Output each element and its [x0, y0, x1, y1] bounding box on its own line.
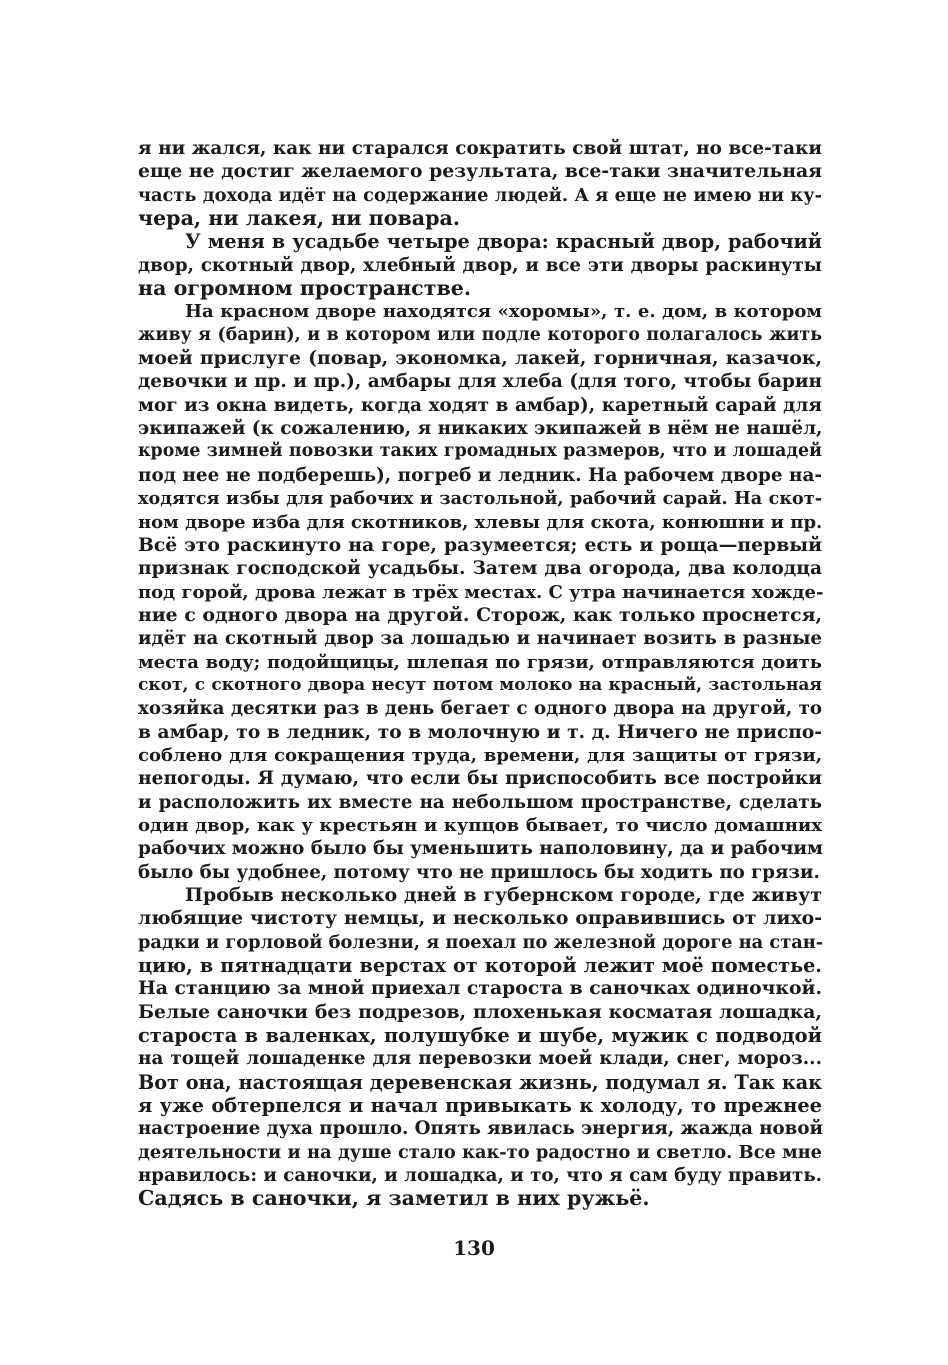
text-line: соблено для сокращения труда, времени, для защиты от грязи, — [138, 744, 822, 766]
body-text — [138, 137, 822, 1211]
text-line: староста в валенках, полушубке и шубе, мужик с подводой — [138, 1024, 822, 1048]
text-line: ном дворе изба для скотников, хлевы для скота, конюшни и пр. — [138, 511, 823, 533]
text-line: непогоды. Я думаю, что если бы приспособить все постройки — [138, 768, 822, 790]
text-line: девочки и пр. и пр.), амбары для хлеба (для того, чтобы барин — [138, 371, 822, 393]
page-number: 130 — [453, 1236, 495, 1260]
text-line: часть дохода идёт на содержание людей. А я еще не имею ни ку- — [138, 184, 822, 206]
text-line: любящие чистоту немцы, и несколько оправившись от лихо- — [138, 907, 822, 930]
text-line: На красном дворе находятся «хоромы», т. е. дом, в котором — [185, 301, 822, 323]
text-line: хозяйка десятки раз в день бегает с одного двора на другой, то — [138, 698, 822, 720]
text-line: еще не достиг желаемого результата, все-таки значительная — [138, 160, 822, 183]
text-line: настроение духа прошло. Опять явилась энергия, жажда новой — [138, 1118, 823, 1140]
text-line: под нее не подберешь), погреб и ледник. На рабочем дворе на- — [138, 464, 822, 486]
text-line: места воду; подойщицы, шлепая по грязи, отправляются доить — [138, 651, 822, 673]
text-line: У меня в усадьбе четыре двора: красный двор, рабочий — [185, 230, 822, 254]
text-line: Всё это раскинуто на горе, разумеется; есть и роща—первый — [138, 533, 822, 556]
text-line: один двор, как у крестьян и купцов бывает, то число домашних — [138, 814, 822, 836]
text-line: двор, скотный двор, хлебный двор, и все эти дворы раскинуты — [138, 254, 822, 276]
text-line: было бы удобнее, потому что не пришлось бы ходить по грязи. — [138, 861, 820, 883]
text-line: Пробыв несколько дней в губернском городе, где живут — [185, 884, 822, 906]
text-line: Вот она, настоящая деревенская жизнь, подумал я. Так как — [138, 1070, 822, 1094]
text-line: под горой, дрова лежат в трёх местах. С утра начинается хожде- — [138, 581, 824, 603]
text-line: признак господской усадьбы. Затем два огорода, два колодца — [138, 558, 822, 580]
text-line: чера, ни лакея, ни повара. — [138, 206, 461, 231]
text-line: в амбар, то в ледник, то в молочную и т. д. Ничего не приспо- — [138, 721, 822, 743]
text-line: радки и горловой болезни, я поехал по железной дороге на стан- — [138, 931, 824, 953]
text-line: на огромном пространстве. — [138, 276, 472, 301]
text-line: идёт на скотный двор за лошадью и начинает возить в разные — [138, 628, 822, 650]
text-line: цию, в пятнадцати верстах от которой лежит моё поместье. — [138, 954, 822, 978]
text-line: скот, с скотного двора несут потом молоко на красный, застольная — [138, 674, 822, 695]
text-line: нравилось: и саночки, и лошадка, и то, что я сам буду править. — [138, 1165, 822, 1187]
text-line: ние с одного двора на другой. Сторож, как только проснется, — [138, 603, 822, 626]
text-line: На станцию за мной приехал староста в саночках одиночкой. — [138, 977, 822, 1000]
text-line: мог из окна видеть, когда ходят в амбар), каретный сарай для — [138, 394, 822, 416]
text-line: рабочих можно было бы уменьшить наполовину, да и рабочим — [138, 838, 824, 860]
text-line: Белые саночки без подрезов, плохенькая косматая лошадка, — [138, 1000, 822, 1023]
text-line: я ни жался, как ни старался сократить свой штат, но все-таки — [138, 138, 822, 159]
text-line: я уже обтерпелся и начал привыкать к холоду, то прежнее — [138, 1094, 822, 1118]
text-line: на тощей лошаденке для перевозки моей клади, снег, мороз... — [138, 1048, 822, 1070]
text-line: кроме зимней повозки таких громадных размеров, что и лошадей — [138, 441, 822, 462]
text-line: деятельности и на душе стало как-то радостно и светло. Все мне — [138, 1141, 822, 1163]
text-line: экипажей (к сожалению, я никаких экипажей в нём не нашёл, — [138, 418, 823, 440]
text-line: живу я (барин), и в котором или подле которого полагалось жить — [138, 324, 822, 345]
text-line: Садясь в саночки, я заметил в них ружьё. — [138, 1186, 650, 1211]
text-line: ходятся избы для рабочих и застольной, рабочий сарай. На скот- — [138, 488, 822, 510]
text-line: и расположить их вместе на небольшом пространстве, сделать — [138, 791, 822, 813]
text-line: моей прислуге (повар, экономка, лакей, горничная, казачок, — [138, 347, 822, 370]
